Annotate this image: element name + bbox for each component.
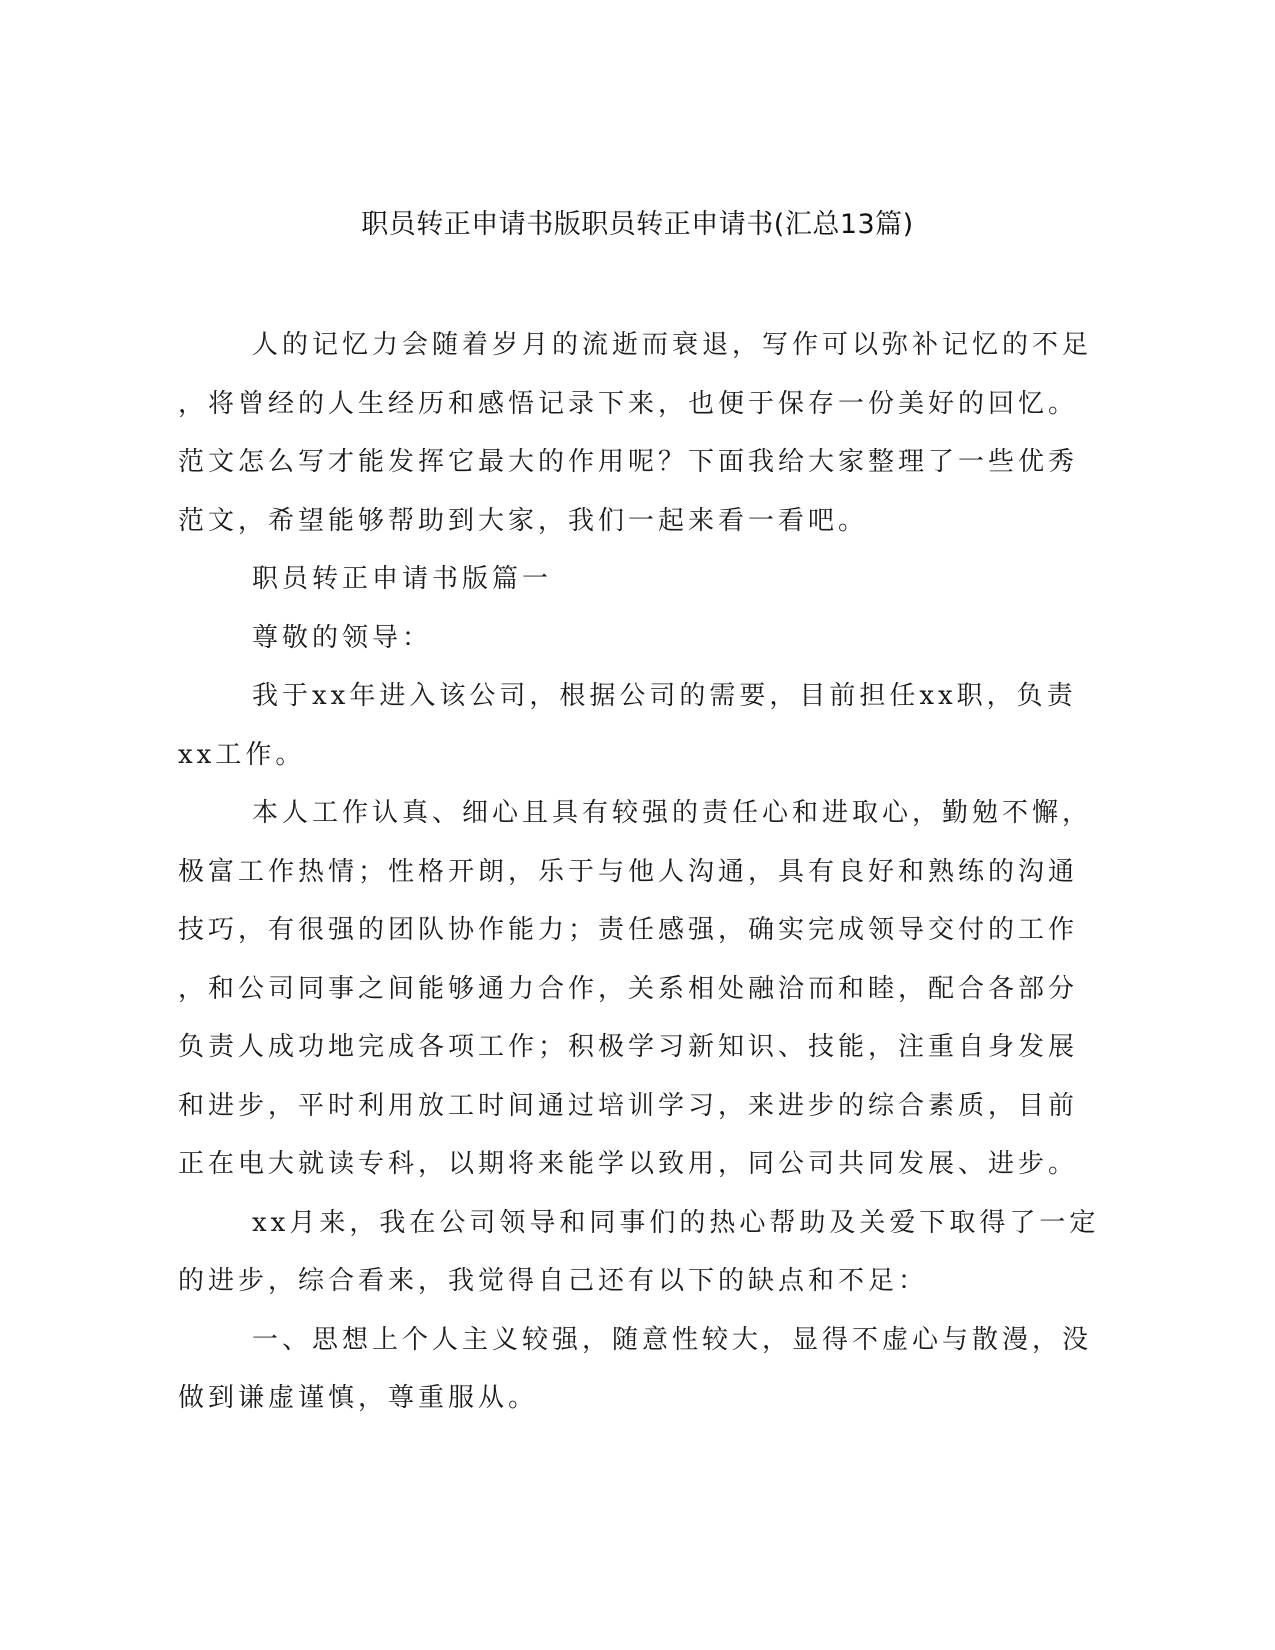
paragraph-line: 我于xx年进入该公司，根据公司的需要，目前担任xx职，负责 [252, 681, 1077, 711]
paragraph-line: 正在电大就读专科，以期将来能学以致用，同公司共同发展、进步。 [178, 1149, 1079, 1179]
paragraph-line: 本人工作认真、细心且具有较强的责任心和进取心，勤勉不懈， [252, 798, 1093, 828]
paragraph-line: 一、思想上个人主义较强，随意性较大，显得不虚心与散漫，没 [252, 1324, 1093, 1355]
document-body [178, 316, 1100, 1428]
paragraph-line: 的进步，综合看来，我觉得自己还有以下的缺点和不足： [178, 1266, 929, 1296]
paragraph-line: ，和公司同事之间能够通力合作，关系相处融洽而和睦，配合各部分 [178, 973, 1079, 1004]
paragraph-line: 做到谦虚谨慎，尊重服从。 [178, 1383, 539, 1413]
paragraph-line: 负责人成功地完成各项工作；积极学习新知识、技能，注重自身发展 [178, 1032, 1079, 1062]
paragraph-line: 极富工作热情；性格开朗，乐于与他人沟通，具有良好和熟练的沟通 [178, 856, 1079, 887]
paragraph-line: 范文怎么写才能发挥它最大的作用呢？下面我给大家整理了一些优秀 [178, 447, 1079, 477]
paragraph-line: xx月来，我在公司领导和同事们的热心帮助及关爱下取得了一定 [252, 1207, 1100, 1238]
section-heading: 职员转正申请书版篇一 [252, 564, 553, 594]
paragraph-line: 范文，希望能够帮助到大家，我们一起来看一看吧。 [178, 505, 869, 536]
paragraph-line: ，将曾经的人生经历和感悟记录下来，也便于保存一份美好的回忆。 [178, 388, 1079, 419]
document-title: 职员转正申请书版职员转正申请书(汇总13篇) [361, 209, 914, 240]
paragraph-line: xx工作。 [178, 739, 306, 770]
paragraph-line: 技巧，有很强的团队协作能力；责任感强，确实完成领导交付的工作 [178, 915, 1079, 945]
salutation: 尊敬的领导： [252, 622, 433, 653]
paragraph-line: 人的记忆力会随着岁月的流逝而衰退，写作可以弥补记忆的不足 [252, 330, 1093, 360]
paragraph-line: 和进步，平时利用放工时间通过培训学习，来进步的综合素质，目前 [178, 1090, 1079, 1121]
